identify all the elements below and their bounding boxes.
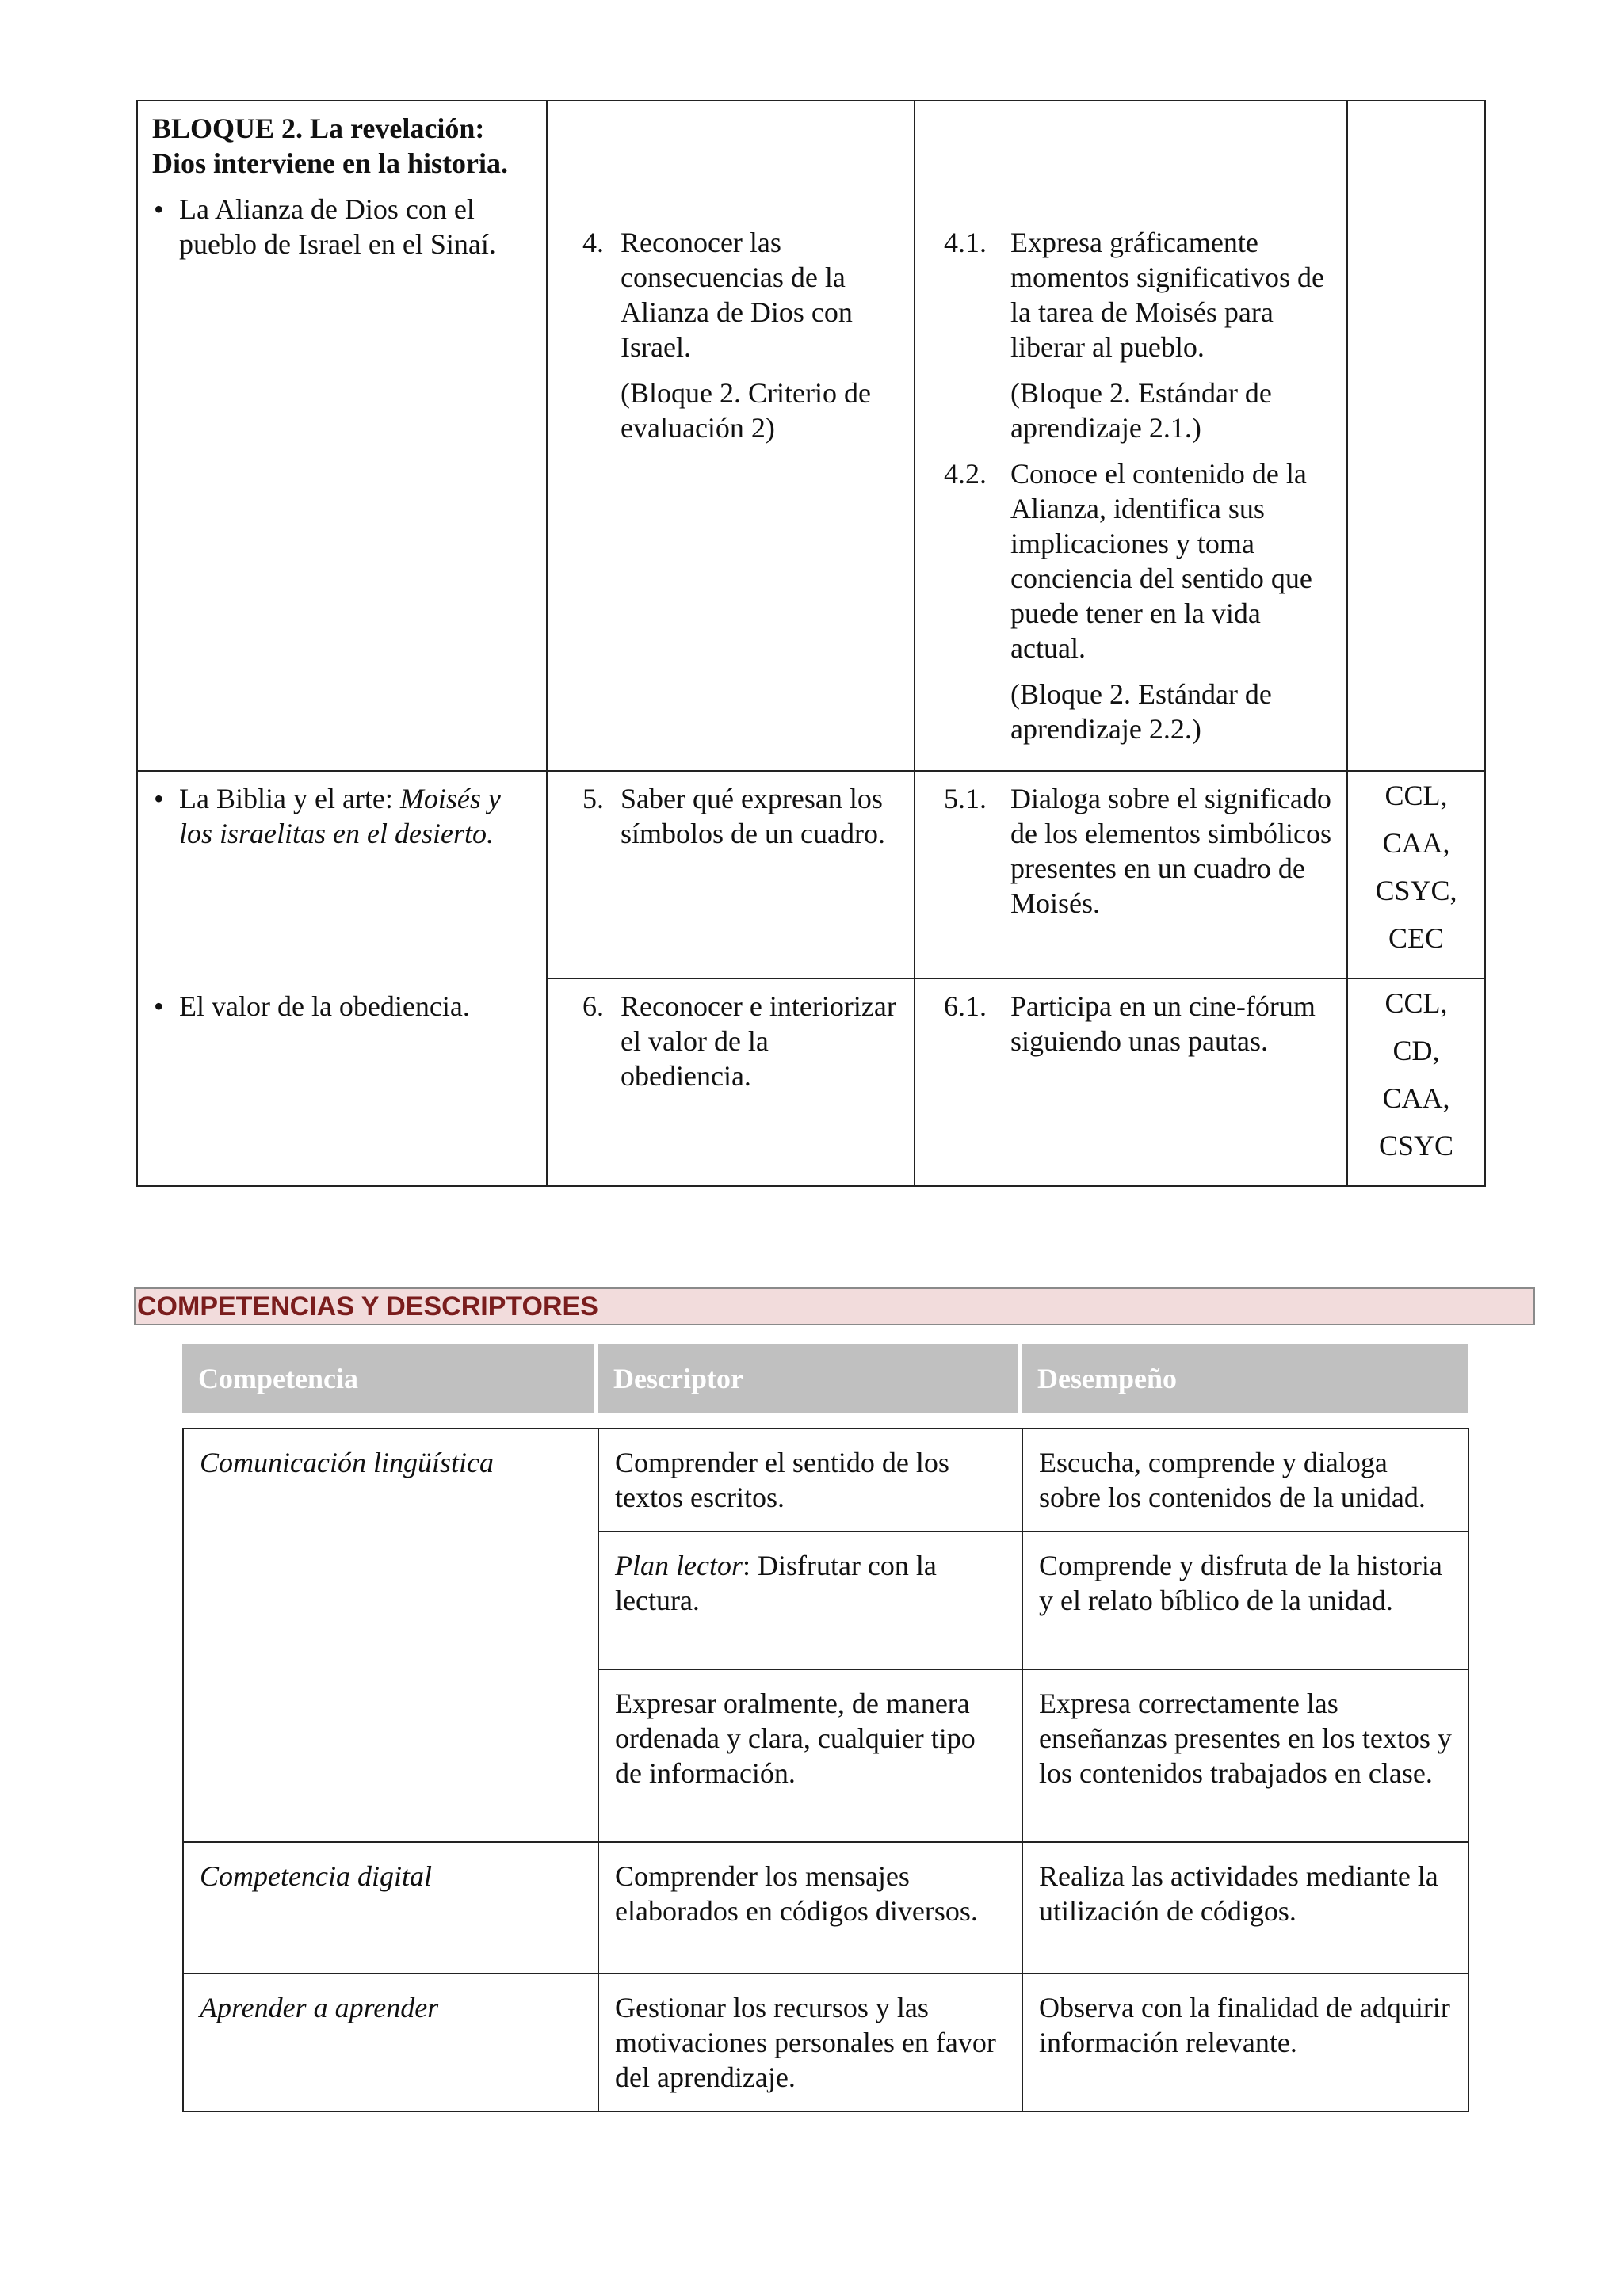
standard-ref: (Bloque 2. Estándar de aprendizaje 2.2.) xyxy=(1010,678,1272,745)
competence-code: CCL, xyxy=(1384,780,1448,811)
performance-cell: Realiza las actividades mediante la utilización de códigos. xyxy=(1022,1842,1468,1974)
competence-code: CAA, xyxy=(1382,827,1450,859)
competence-code: CEC xyxy=(1388,922,1444,954)
descriptor-cell: Comprender los mensajes elaborados en códigos diversos. xyxy=(598,1842,1022,1974)
criterion-text: Reconocer las consecuencias de la Alianza de Dios con Israel. xyxy=(621,227,853,363)
competence-code: CAA, xyxy=(1382,1082,1450,1114)
competence-name: Comunicación lingüística xyxy=(183,1428,598,1842)
descriptor-text: : Disfrutar con la lectura. xyxy=(615,1550,937,1616)
standard xyxy=(944,989,1332,1058)
content-cell xyxy=(137,101,547,771)
content-item: • El valor de la obediencia. xyxy=(152,989,532,1024)
table-row xyxy=(183,1842,1468,1974)
column-header-desempeno: Desempeño xyxy=(1022,1344,1468,1413)
criterion-cell xyxy=(547,978,915,1186)
descriptor-cell: Comprender el sentido de los textos escritos. xyxy=(598,1428,1022,1531)
table-row xyxy=(183,1974,1468,2111)
criterion-text: Saber qué expresan los símbolos de un cuadro. xyxy=(621,783,885,849)
table-row xyxy=(137,101,1485,771)
competences-cell xyxy=(1347,771,1485,978)
table-row xyxy=(137,771,1485,978)
column-header-competencia: Competencia xyxy=(182,1344,594,1413)
performance-cell: Observa con la finalidad de adquirir información relevante. xyxy=(1022,1974,1468,2111)
criterion xyxy=(582,225,898,364)
standard-number: 5.1. xyxy=(944,783,987,814)
standard-text: Participa en un cine-fórum siguiendo unas pautas. xyxy=(1010,990,1316,1057)
competence-name: Competencia digital xyxy=(183,1842,598,1974)
standards-cell xyxy=(915,771,1347,978)
standard-number: 6.1. xyxy=(944,990,987,1022)
table-row xyxy=(183,1428,1468,1531)
descriptor-cell: Gestionar los recursos y las motivaciones personales en favor del aprendizaje. xyxy=(598,1974,1022,2111)
descriptor-cell xyxy=(598,1531,1022,1669)
criterion xyxy=(582,989,898,1093)
criterion-number: 5. xyxy=(582,783,604,814)
performance-cell: Escucha, comprende y dialoga sobre los contenidos de la unidad. xyxy=(1022,1428,1468,1531)
standards-cell xyxy=(915,978,1347,1186)
competence-code: CD, xyxy=(1392,1035,1440,1066)
criterion xyxy=(582,781,898,851)
standard-ref: (Bloque 2. Estándar de aprendizaje 2.1.) xyxy=(1010,377,1272,444)
competencies-table xyxy=(182,1428,1469,2112)
standard xyxy=(944,781,1332,921)
standard-text: Expresa gráficamente momentos significativos de la tarea de Moisés para liberar al pueblo. xyxy=(1010,227,1324,363)
standard-number: 4.1. xyxy=(944,227,987,258)
competence-code: CSYC xyxy=(1378,1130,1454,1161)
standard xyxy=(944,456,1332,666)
standard-text: Conoce el contenido de la Alianza, identifica sus implicaciones y toma conciencia del sentido que puede tener en la vida actual. xyxy=(1010,458,1312,664)
criterion-cell xyxy=(547,771,915,978)
criterion-number: 6. xyxy=(582,990,604,1022)
artwork-title: Moisés y los israelitas en el desierto. xyxy=(179,783,501,849)
descriptor-cell: Expresar oralmente, de manera ordenada y clara, cualquier tipo de información. xyxy=(598,1669,1022,1842)
standards-cell xyxy=(915,101,1347,771)
content-text: La Biblia y el arte: xyxy=(179,783,400,814)
criterion-ref: (Bloque 2. Criterio de evaluación 2) xyxy=(621,377,871,444)
content-cell xyxy=(137,771,547,1186)
content-item: • La Alianza de Dios con el pueblo de Israel en el Sinaí. xyxy=(152,192,532,261)
content-item xyxy=(152,781,532,851)
standard-text: Dialoga sobre el significado de los elementos simbólicos presentes en un cuadro de Moisés. xyxy=(1010,783,1331,919)
criterion-cell xyxy=(547,101,915,771)
competences-cell xyxy=(1347,101,1485,771)
criterion-text: Reconocer e interiorizar el valor de la obediencia. xyxy=(621,990,896,1092)
competences-cell xyxy=(1347,978,1485,1186)
performance-cell: Expresa correctamente las enseñanzas presentes en los textos y los contenidos trabajados en clase. xyxy=(1022,1669,1468,1842)
standard xyxy=(944,225,1332,364)
plan-lector-label: Plan lector xyxy=(615,1550,743,1581)
standard-number: 4.2. xyxy=(944,458,987,490)
competence-code: CSYC, xyxy=(1375,875,1457,906)
section-heading: COMPETENCIAS Y DESCRIPTORES xyxy=(134,1287,1535,1325)
competence-name: Aprender a aprender xyxy=(183,1974,598,2111)
criterion-number: 4. xyxy=(582,227,604,258)
column-header-descriptor: Descriptor xyxy=(598,1344,1018,1413)
performance-cell: Comprende y disfruta de la historia y el relato bíblico de la unidad. xyxy=(1022,1531,1468,1669)
competence-code: CCL, xyxy=(1384,987,1448,1019)
curriculum-table xyxy=(136,100,1486,1187)
block-title: BLOQUE 2. La revelación: Dios interviene en la historia. xyxy=(152,113,508,179)
